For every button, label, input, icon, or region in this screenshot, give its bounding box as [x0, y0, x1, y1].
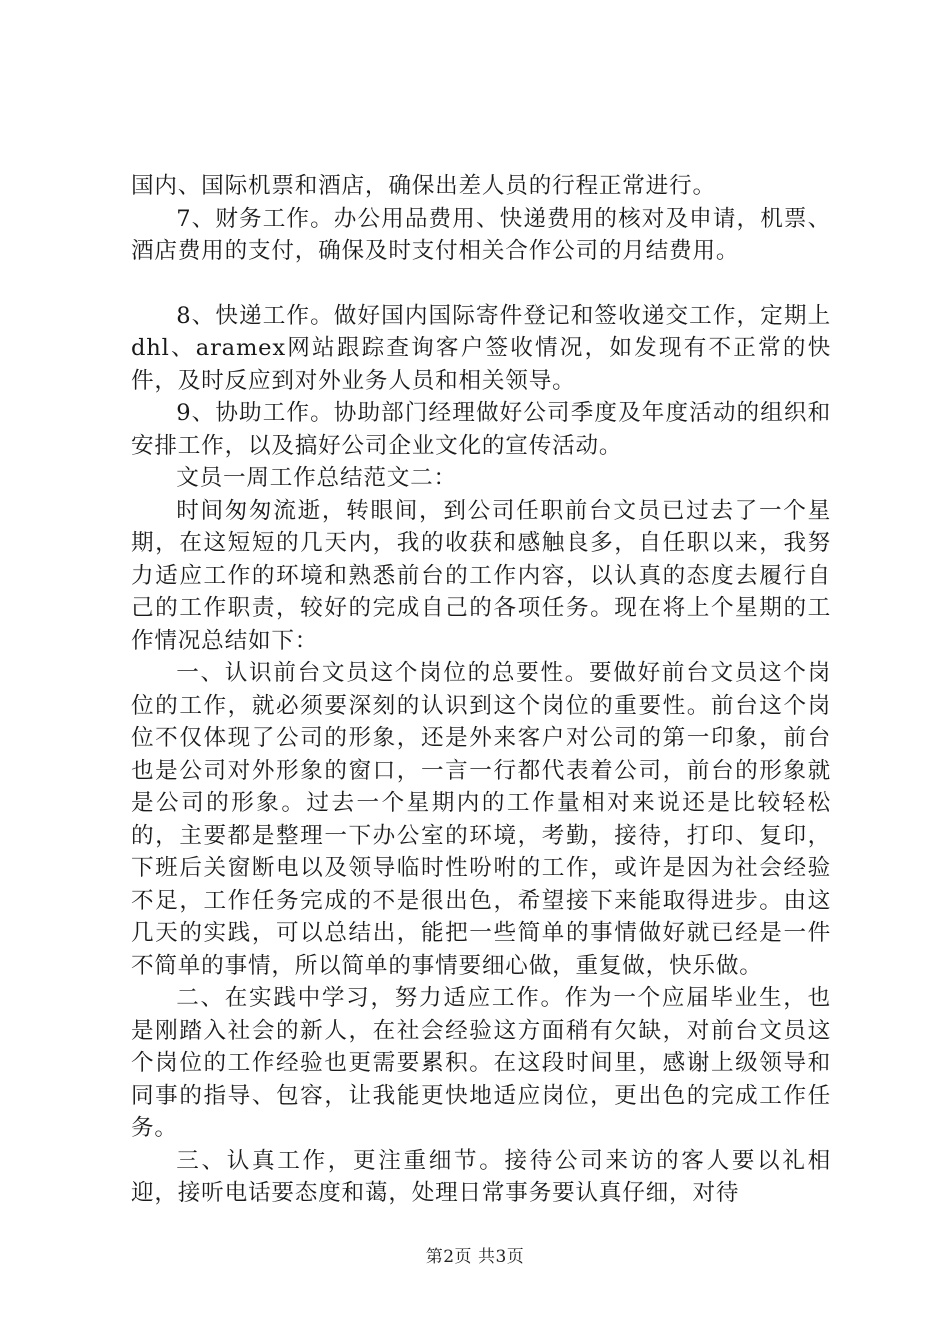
- page-number-footer: 第2页 共3页: [425, 1247, 525, 1267]
- section-heading-sample-two: 文员一周工作总结范文二：: [176, 465, 457, 491]
- paragraph-finance-work: 7、财务工作。办公用品费用、快递费用的核对及申请，机票、酒店费用的支付，确保及时支付相关合作公司的月结费用。: [131, 205, 831, 264]
- paragraph-point-three: 三、认真工作，更注重细节。接待公司来访的客人要以礼相迎，接听电话要态度和蔼，处理日常事务要认真仔细，对待: [131, 1147, 831, 1206]
- document-body: [131, 170, 831, 1210]
- paragraph-intro: 时间匆匆流逝，转眼间，到公司任职前台文员已过去了一个星期，在这短短的几天内，我的收获和感触良多，自任职以来，我努力适应工作的环境和熟悉前台的工作内容，以认真的态度去履行自己的工作职责，较好的完成自己的各项任务。现在将上个星期的工作情况总结如下：: [131, 497, 831, 654]
- paragraph-continuation: 国内、国际机票和酒店，确保出差人员的行程正常进行。: [131, 173, 716, 199]
- paragraph-point-one: 一、认识前台文员这个岗位的总要性。要做好前台文员这个岗位的工作，就必须要深刻的认识到这个岗位的重要性。前台这个岗位不仅体现了公司的形象，还是外来客户对公司的第一印象，前台也是公司对外形象的窗口，一言一行都代表着公司，前台的形象就是公司的形象。过去一个星期内的工作量相对来说还是比较轻松的，主要都是整理一下办公室的环境，考勤，接待，打印、复印，下班后关窗断电以及领导临时性吩咐的工作，或许是因为社会经验不足，工作任务完成的不是很出色，希望接下来能取得进步。由这几天的实践，可以总结出，能把一些简单的事情做好就已经是一件不简单的事情，所以简单的事情要细心做，重复做，快乐做。: [131, 660, 831, 979]
- paragraph-assist-work: 9、协助工作。协助部门经理做好公司季度及年度活动的组织和安排工作，以及搞好公司企业文化的宣传活动。: [131, 400, 831, 459]
- paragraph-express-work: 8、快递工作。做好国内国际寄件登记和签收递交工作，定期上dhl、aramex网站跟踪查询客户签收情况，如发现有不正常的快件，及时反应到对外业务人员和相关领导。: [131, 302, 831, 394]
- paragraph-point-two: 二、在实践中学习，努力适应工作。作为一个应届毕业生，也是刚踏入社会的新人，在社会经验这方面稍有欠缺，对前台文员这个岗位的工作经验也更需要累积。在这段时间里，感谢上级领导和同事的指导、包容，让我能更快地适应岗位，更出色的完成工作任务。: [131, 985, 831, 1141]
